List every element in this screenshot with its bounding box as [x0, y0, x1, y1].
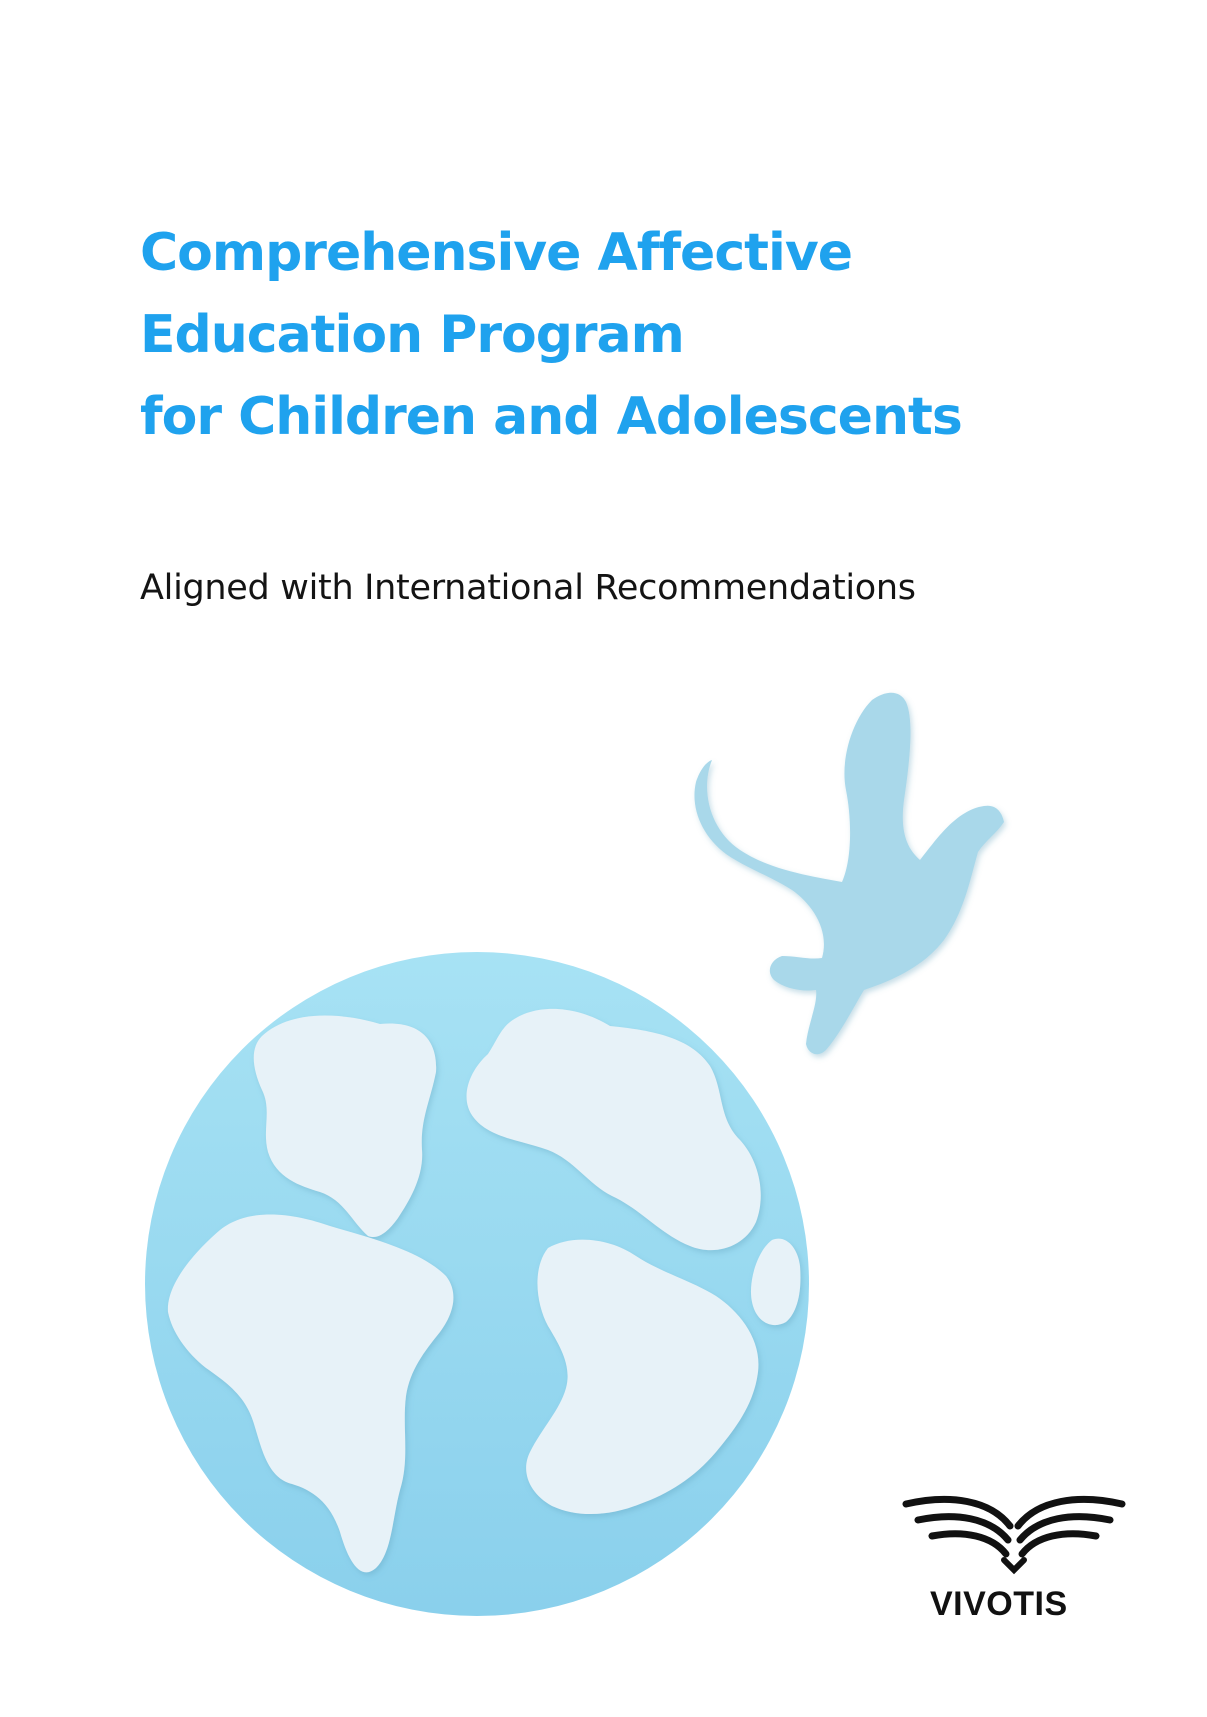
- globe-icon: [145, 952, 809, 1616]
- title-line-2: Education Program: [140, 305, 684, 365]
- cover-subtitle: Aligned with International Recommendations: [140, 568, 916, 608]
- title-line-1: Comprehensive Affective: [140, 223, 852, 283]
- dove-icon: [694, 693, 1004, 1055]
- open-book-icon: [906, 1499, 1122, 1570]
- brand-name: VIVOTIS: [930, 1585, 1068, 1623]
- title-line-3: for Children and Adolescents: [140, 387, 962, 447]
- dove-body: [694, 693, 1004, 1055]
